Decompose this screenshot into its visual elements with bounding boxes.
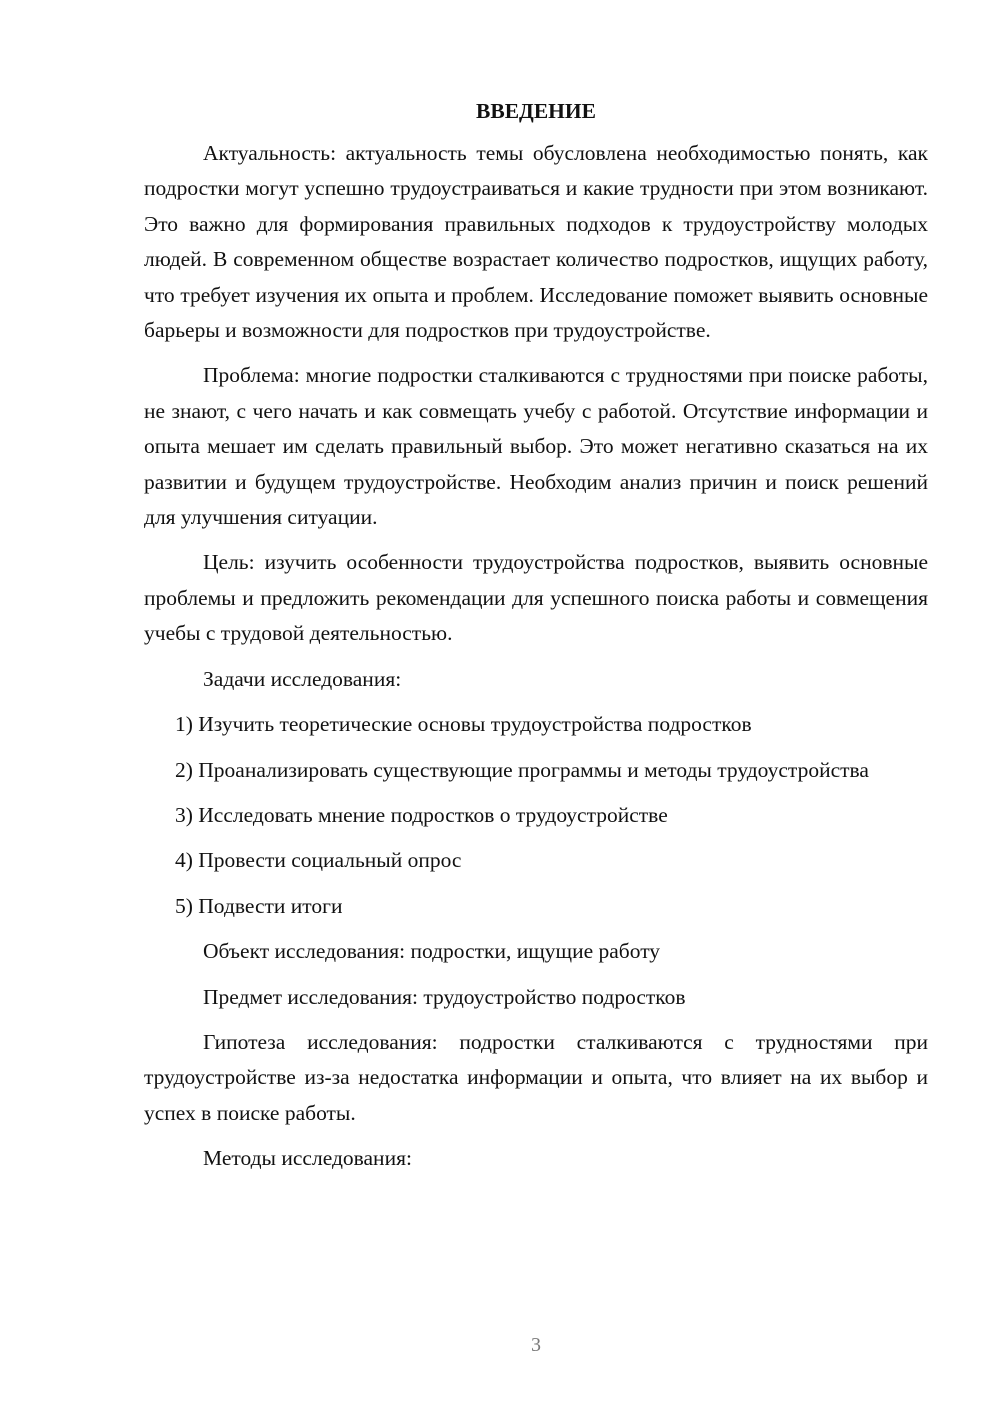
methods-heading: Методы исследования: [203,1146,412,1171]
paragraph-problem: Проблема: многие подростки сталкиваются с трудностями при поиске работы, не знают, с чего начать и как совмещать учебу с работой. Отсутствие информации и опыта мешает им сделать правильный выбор. Это может негативно сказаться на их развитии и будущем трудоустройстве. Необходим анализ причин и поиск решений для улучшения ситуации. [144,363,928,530]
task-item-2: 2) Проанализировать существующие программы и методы трудоустройства [175,757,869,782]
section-title: ВВЕДЕНИЕ [476,99,596,123]
paragraph-object: Объект исследования: подростки, ищущие работу [203,939,661,964]
task-item-4: 4) Провести социальный опрос [175,848,462,873]
paragraph-hypothesis: Гипотеза исследования: подростки сталкиваются с трудностями при трудоустройстве из-за недостатка информации и опыта, что влияет на их выбор и успех в поиске работы. [144,1029,928,1125]
paragraph-relevance: Актуальность: актуальность темы обусловлена необходимостью понять, как подростки могут успешно трудоустраиваться и какие трудности при этом возникают. Это важно для формирования правильных подходов к трудоустройству молодых людей. В современном обществе возрастает количество подростков, ищущих работу, что требует изучения их опыта и проблем. Исследование поможет выявить основные барьеры и возможности для подростков при трудоустройстве. [144,141,928,343]
task-item-5: 5) Подвести итоги [175,893,343,918]
task-item-3: 3) Исследовать мнение подростков о трудоустройстве [175,802,668,827]
tasks-heading: Задачи исследования: [203,666,402,691]
paragraph-goal: Цель: изучить особенности трудоустройства подростков, выявить основные проблемы и предложить рекомендации для успешного поиска работы и совмещения учебы с трудовой деятельностью. [144,550,928,646]
page-number: 3 [531,1334,541,1356]
task-item-1: 1) Изучить теоретические основы трудоустройства подростков [175,712,752,737]
paragraph-subject: Предмет исследования: трудоустройство подростков [203,984,686,1009]
document-page [144,96,928,1187]
